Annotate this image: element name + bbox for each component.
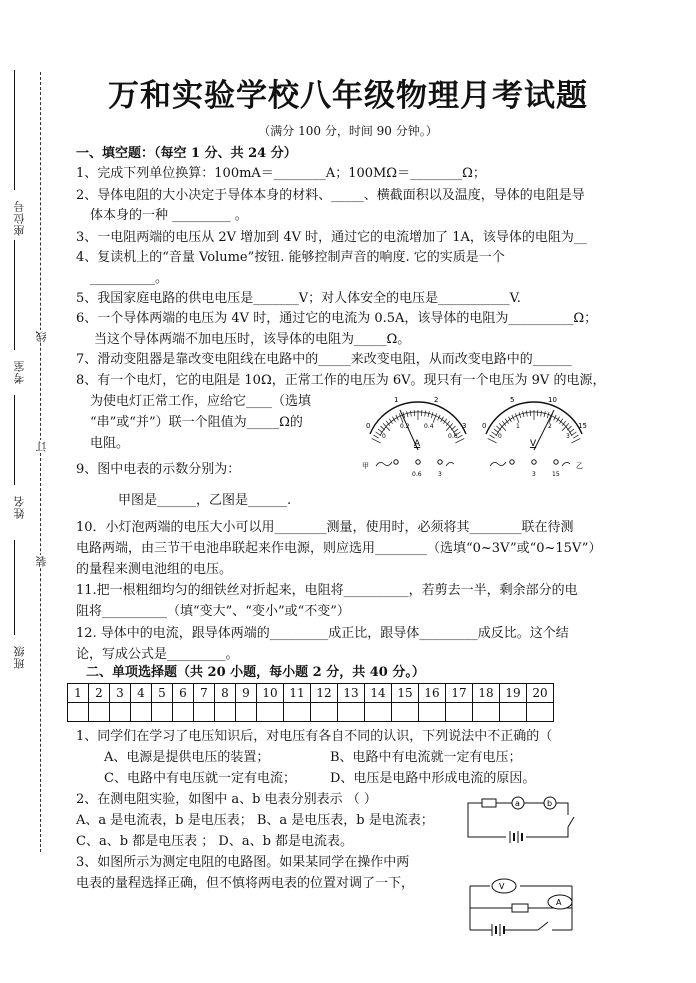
ammeter-caption: 甲	[362, 462, 369, 470]
answer-number-5: 5	[152, 684, 173, 703]
voltmeter-major-0: 0	[482, 422, 487, 430]
q2-1-a: A、电源是提供电压的装置；	[104, 750, 270, 765]
q1-1: 1、完成下列单位换算：100mA＝________A；100MΩ＝________Ω；	[76, 166, 486, 181]
answer-cell-9[interactable]	[236, 703, 257, 722]
answer-cell-8[interactable]	[215, 703, 236, 722]
voltmeter-minor-3: 3	[566, 433, 570, 440]
voltmeter-minor-0: 0	[498, 433, 502, 440]
voltmeter-terminal-3: 3	[532, 471, 536, 478]
class-field[interactable]	[14, 540, 15, 635]
answer-number-6: 6	[173, 684, 194, 703]
circuit-q3-label-a: A	[556, 898, 562, 907]
name-label: 姓名	[13, 495, 26, 519]
q1-8c: “串”或“并”）联一个阻值为_____Ω的	[90, 415, 303, 430]
answer-number-10: 10	[257, 684, 284, 703]
ammeter-terminal-06: 0.6	[412, 471, 422, 478]
answer-blank-row	[68, 703, 554, 722]
answer-cell-20[interactable]	[527, 703, 554, 722]
q1-6a: 6、一个导体两端的电压为 4V 时，通过它的电流为 0.5A，该导体的电阻为__________Ω；	[76, 311, 598, 326]
q2-1-b: B、电路中有电流就一定有电压；	[330, 750, 522, 765]
ammeter-major-2: 2	[434, 396, 439, 404]
bind-mark-line: 线	[35, 330, 48, 342]
seat-label: 座位号	[13, 200, 26, 236]
answer-number-7: 7	[194, 684, 215, 703]
answer-cell-13[interactable]	[338, 703, 365, 722]
answer-number-16: 16	[419, 684, 446, 703]
q2-1-d: D、电压是电路中形成电流的原因。	[330, 771, 536, 786]
ammeter-unit: A	[414, 439, 421, 449]
answer-number-20: 20	[527, 684, 554, 703]
q1-9b: 甲图是______，乙图是______.	[118, 493, 292, 508]
voltmeter-major-10: 10	[548, 396, 557, 404]
answer-number-18: 18	[473, 684, 500, 703]
voltmeter-major-15: 15	[578, 422, 587, 430]
q1-10c: 的量程来测电池组的电压。	[76, 562, 233, 577]
answer-number-row	[68, 684, 554, 703]
q1-8a: 8、有一个电灯，它的电阻是 10Ω，正常工作的电压为 6V。现只有一个电压为 9V 的电源，	[76, 373, 606, 388]
exam-room-label: 考室	[13, 360, 26, 384]
q1-12a: 12. 导体中的电流，跟导体两端的_________成正比，跟导体_________成反比。这个结	[76, 626, 569, 641]
q2-2: 2、在测电阻实验，如图中 a、b 电表分别表示 （ ）	[76, 792, 377, 807]
class-label: 班级	[13, 645, 26, 669]
answer-cell-15[interactable]	[392, 703, 419, 722]
exam-subtitle: （满分 100 分，时间 90 分钟。）	[258, 124, 438, 138]
q2-1: 1、同学们在学习了电压知识后，对电压有各自不同的认识，下列说法中不正确的（	[76, 729, 553, 744]
ammeter-minor-1: 0.2	[400, 423, 410, 430]
answer-number-11: 11	[284, 684, 311, 703]
ammeter-major-0: 0	[366, 422, 371, 430]
meters-figure	[356, 392, 596, 482]
ammeter-dial	[362, 396, 466, 478]
ammeter-major-1: 1	[394, 396, 399, 404]
answer-number-2: 2	[89, 684, 110, 703]
voltmeter-unit: V	[530, 439, 537, 449]
answer-cell-1[interactable]	[68, 703, 89, 722]
answer-cell-10[interactable]	[257, 703, 284, 722]
q1-11b: 阻将__________（填“变大”、“变小”或“不变”）	[76, 604, 350, 619]
ammeter-major-3: 3	[462, 422, 467, 430]
answer-cell-7[interactable]	[194, 703, 215, 722]
exam-title: 万和实验学校八年级物理月考试题	[108, 78, 588, 114]
answer-cell-16[interactable]	[419, 703, 446, 722]
answer-cell-6[interactable]	[173, 703, 194, 722]
q1-10b: 电路两端，由三节干电池串联起来作电源，则应选用________（选填“0~3V”或“0~15V”）	[76, 541, 602, 556]
answer-number-3: 3	[110, 684, 131, 703]
answer-cell-18[interactable]	[473, 703, 500, 722]
q2-2-cd: C、a、b 都是电压表 ； D、a、b 都是电流表。	[76, 834, 354, 849]
answer-cell-5[interactable]	[152, 703, 173, 722]
ammeter-minor-0: 0	[382, 433, 386, 440]
binding-line	[40, 72, 41, 852]
circuit-q3	[462, 872, 586, 938]
q1-5: 5、我国家庭电路的供电电压是_______V；对人体安全的电压是___________V.	[76, 291, 521, 306]
ammeter-minor-3: 0.6	[448, 433, 458, 440]
q1-2a: 2、导体电阻的大小决定于导体本身的材料、_____、横截面积以及温度，导体的电阻是导	[76, 188, 585, 203]
voltmeter-minor-2: 2	[548, 423, 552, 430]
answer-number-1: 1	[68, 684, 89, 703]
bind-mark-order: 订	[35, 440, 48, 452]
answer-cell-3[interactable]	[110, 703, 131, 722]
answer-cell-4[interactable]	[131, 703, 152, 722]
answer-table	[67, 683, 554, 722]
q1-11a: 11.把一根粗细均匀的细铁丝对折起来，电阻将__________，若剪去一半，剩余部分的电	[76, 583, 578, 598]
voltmeter-caption: 乙	[576, 462, 583, 470]
answer-number-13: 13	[338, 684, 365, 703]
voltmeter-major-5: 5	[510, 396, 515, 404]
answer-number-14: 14	[365, 684, 392, 703]
answer-number-19: 19	[500, 684, 527, 703]
answer-cell-12[interactable]	[311, 703, 338, 722]
q1-4a: 4、复读机上的“音量 Volume”按钮. 能够控制声音的响度. 它的实质是一个	[76, 250, 505, 265]
answer-cell-17[interactable]	[446, 703, 473, 722]
q2-1-c: C、电路中有电压就一定有电流；	[104, 771, 296, 786]
voltmeter-minor-1: 1	[516, 423, 520, 430]
q1-7: 7、滑动变阻器是靠改变电阻线在电路中的_____来改变电阻，从而改变电路中的______	[76, 352, 572, 367]
name-field[interactable]	[14, 395, 15, 485]
ammeter-minor-2: 0.4	[424, 423, 434, 430]
q1-8b: 为使电灯正常工作，应给它____（选填	[90, 394, 312, 409]
q2-3a: 3、如图所示为测定电阻的电路图。如果某同学在操作中两	[76, 855, 410, 870]
exam-room-field[interactable]	[14, 240, 15, 350]
ammeter-terminal-3: 3	[438, 471, 442, 478]
answer-number-9: 9	[236, 684, 257, 703]
answer-number-17: 17	[446, 684, 473, 703]
answer-cell-2[interactable]	[89, 703, 110, 722]
answer-number-12: 12	[311, 684, 338, 703]
q1-2b: 体本身的一种 _________ 。	[90, 208, 248, 223]
answer-number-8: 8	[215, 684, 236, 703]
q1-4b: __________。	[90, 271, 169, 286]
answer-number-15: 15	[392, 684, 419, 703]
answer-cell-19[interactable]	[500, 703, 527, 722]
q1-6b: 当这个导体两端不加电压时，该导体的电阻为_____Ω。	[94, 332, 411, 347]
circuit-q2-label-b: b	[547, 799, 553, 808]
answer-cell-14[interactable]	[365, 703, 392, 722]
answer-cell-11[interactable]	[284, 703, 311, 722]
section1-heading: 一、填空题：（每空 1 分、共 24 分）	[76, 146, 297, 161]
q1-10a: 10．小灯泡两端的电压大小可以用________测量，使用时，必须将其________联在待测	[76, 520, 574, 535]
circuit-q2	[462, 793, 582, 845]
answer-number-4: 4	[131, 684, 152, 703]
voltmeter-dial	[482, 396, 587, 478]
q2-3b: 电表的量程选择正确，但不慎将两电表的位置对调了一下，	[76, 876, 415, 891]
voltmeter-terminal-15: 15	[552, 471, 560, 478]
q1-12b: 论，写成公式是_________。	[76, 647, 239, 662]
q2-2-ab: A、a 是电流表，b 是电压表； B、a 是电压表，b 是电流表；	[76, 813, 434, 828]
circuit-q2-label-a: a	[515, 799, 520, 808]
q1-8d: 电阻。	[90, 436, 130, 451]
bind-mark-fold: 装	[35, 555, 48, 567]
section2-heading: 二、单项选择题（共 20 小题，每小题 2 分，共 40 分。）	[86, 665, 425, 680]
circuit-q3-label-v: V	[499, 882, 505, 891]
q1-3: 3、一电阻两端的电压从 2V 增加到 4V 时，通过它的电流增加了 1A，该导体的电阻为__	[76, 230, 587, 245]
q1-9: 9、图中电表的示数分别为：	[76, 462, 241, 477]
